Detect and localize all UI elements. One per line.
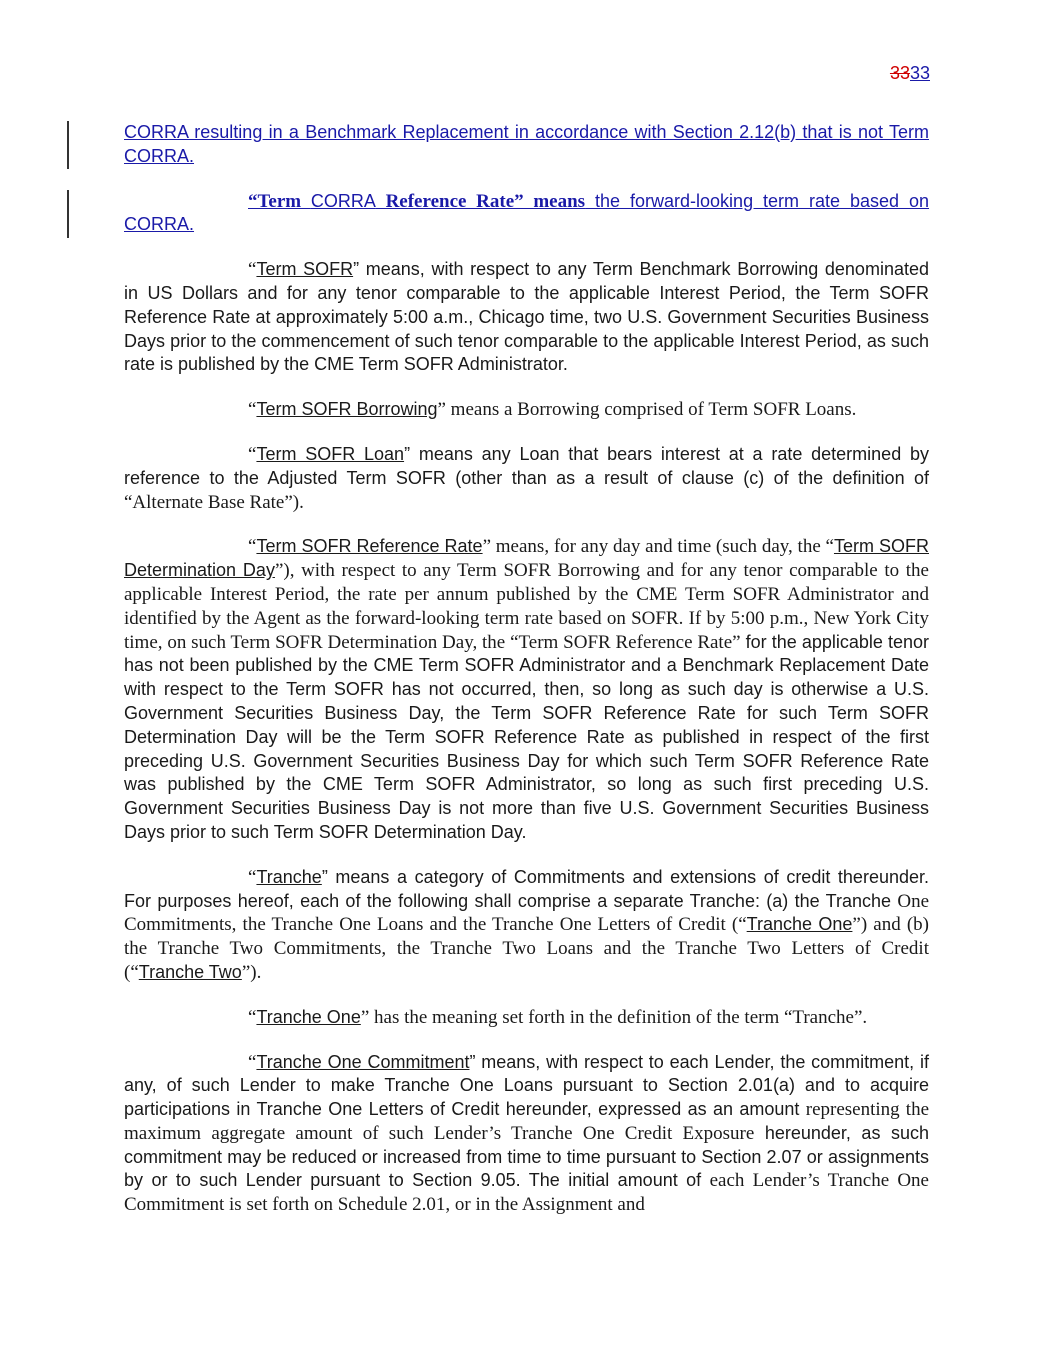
page-number-deleted: 33 [889,63,910,83]
change-bar [67,121,69,169]
definition-tranche: “Tranche” means a category of Commitments and extensions of credit thereunder. For purposes hereof, each of the following shall comprise a separate Tranche: (a) the Tranche One Commitments, the Tranche One Loans and the Tranche One Letters of Credit (“Tranche One”) and (b) the Tranche Two Commitments, the Tranche Two Loans and the Tranche Two Letters of Credit (“Tranche Two”). [124,866,929,983]
defined-term: Tranche Two [138,961,242,982]
page-number [890,63,930,84]
definition-tranche-one-commitment: “Tranche One Commitment” means, with respect to each Lender, the commitment, if any, of such Lender to make Tranche One Loans pursuant to Section 2.01(a) and to acquire participations in Tranche One Letters of Credit hereunder, expressed as an amount representing the maximum aggregate amount of such Lender’s Tranche One Credit Exposure hereunder, as such commitment may be reduced or increased from time to time pursuant to Section 2.07 or assignments by or to such Lender pursuant to Section 9.05. The initial amount of each Lender’s Tranche One Commitment is set forth on Schedule 2.01, or in the Assignment and [124,1051,929,1216]
defined-term: Tranche One [746,914,853,935]
definition-tranche-one: “Tranche One” has the meaning set forth in the definition of the term “Tranche”. [248,1006,868,1028]
paragraph-corra-continuation [124,121,929,169]
page-number-inserted: 33 [909,63,930,83]
defined-term: Tranche [256,866,322,887]
definition-term-sofr-reference-rate: “Term SOFR Reference Rate” means, for any day and time (such day, the “Term SOFR Determination Day”), with respect to any Term SOFR Borrowing and for any tenor comparable to the applicable Interest Period, the rate per annum published by the CME Term SOFR Administrator and identified by the Agent as the forward-looking term rate based on SOFR. If by 5:00 p.m., New York City time, on such Term SOFR Determination Day, the “Term SOFR Reference Rate” for the applicable tenor has not been published by the CME Term SOFR Administrator and a Benchmark Replacement Date with respect to the Term SOFR has not occurred, then, so long as such day is otherwise a U.S. Government Securities Business Day, the Term SOFR Reference Rate for such Term SOFR Determination Day will be the Term SOFR Reference Rate as published in respect of the first preceding U.S. Government Securities Business Day for which such Term SOFR Reference Rate was published by the CME Term SOFR Administrator, so long as such first preceding U.S. Government Securities Business Day is not more than five U.S. Government Securities Business Days prior to such Term SOFR Determination Day. [124,536,929,842]
defined-term: Tranche One Commitment [256,1051,470,1072]
defined-term: Term SOFR Determination Day [124,536,929,581]
defined-term: Tranche One [256,1006,361,1027]
definition-term-sofr-loan: “Term SOFR Loan” means any Loan that bears interest at a rate determined by reference to the Adjusted Term SOFR (other than as a result of clause (c) of the definition of “Alternate Base Rate”). [124,443,929,513]
inserted-text: CORRA resulting in a Benchmark Replacement in accordance with Section 2.12(b) that is not Term CORRA. [124,122,929,166]
defined-term: CORRA [310,190,376,211]
document-body [124,121,929,1238]
definition-term-corra-reference-rate: “Term CORRA Reference Rate” means the forward-looking term rate based on CORRA. [124,190,929,238]
defined-term: Term SOFR Loan [256,443,405,464]
change-bar [67,190,69,238]
definition-term-sofr-borrowing: “Term SOFR Borrowing” means a Borrowing comprised of Term SOFR Loans. [248,399,857,421]
definition-term-sofr: “Term SOFR” means, with respect to any Term Benchmark Borrowing denominated in US Dollars and for any tenor comparable to the applicable Interest Period, the Term SOFR Reference Rate at approximately 5:00 a.m., Chicago time, two U.S. Government Securities Business Days prior to the commencement of such tenor comparable to the applicable Interest Period, as such rate is published by the CME Term SOFR Administrator. [124,259,929,375]
defined-term: Term SOFR Reference Rate [256,536,483,557]
defined-term: Term SOFR [256,259,354,280]
defined-term: Term SOFR Borrowing [256,399,438,420]
